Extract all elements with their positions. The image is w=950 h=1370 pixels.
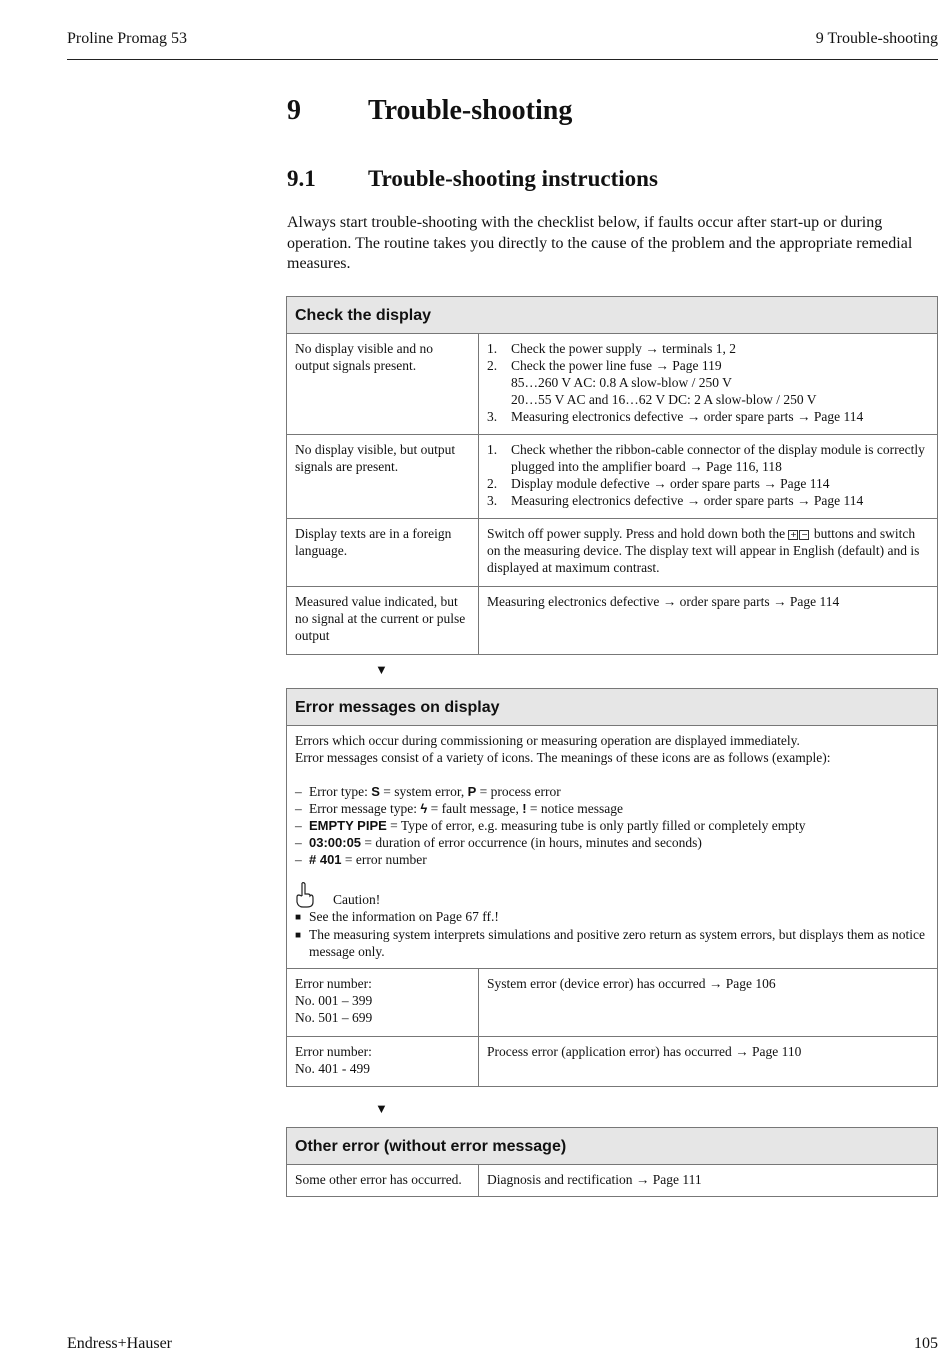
list-item: ■ See the information on Page 67 ff.! — [295, 909, 499, 924]
list-item: – # 401 = error number — [295, 852, 427, 867]
page-number: 105 — [914, 1335, 938, 1352]
flow-arrow-down-icon: ▼ — [375, 1101, 388, 1116]
list-item: – EMPTY PIPE = Type of error, e.g. measuring tube is only partly filled or completely empty — [295, 818, 806, 833]
running-header-left: Proline Promag 53 — [67, 30, 187, 47]
list-item: – 03:00:05 = duration of error occurrence (in hours, minutes and seconds) — [295, 835, 702, 850]
list-item: ■ The measuring system interprets simulations and positive zero return as system errors, but displays them as notice message only. — [295, 927, 925, 959]
pointing-hand-icon — [295, 882, 315, 908]
footer-company: Endress+Hauser — [67, 1335, 172, 1352]
remedy-cell: Diagnosis and rectification → Page 111 — [479, 1165, 938, 1197]
table-row — [287, 519, 938, 587]
table-row — [287, 334, 938, 435]
error-number-cell: Error number: No. 401 - 499 — [287, 1037, 479, 1087]
symptom-cell: No display visible and no output signals present. — [287, 334, 479, 435]
remedy-cell: Measuring electronics defective → order spare parts → Page 114 — [479, 587, 938, 655]
other-error-table — [286, 1127, 938, 1197]
remedy-cell — [479, 334, 938, 435]
list-item: 2. Display module defective → order spare parts → Page 114 — [487, 476, 830, 491]
other-error-title: Other error (without error message) — [287, 1128, 938, 1165]
table-row — [287, 1165, 938, 1197]
list-item: – Error message type: ϟ = fault message, ! = notice message — [295, 801, 624, 816]
running-header-right: 9 Trouble-shooting — [815, 30, 938, 47]
caution-block — [295, 882, 929, 908]
symptom-cell: Measured value indicated, but no signal at the current or pulse output — [287, 587, 479, 655]
remedy-cell — [479, 435, 938, 519]
fault-lightning-icon: ϟ — [420, 801, 428, 816]
error-messages-table — [286, 688, 938, 1087]
flow-arrow-down-icon: ▼ — [375, 662, 388, 677]
error-number-cell: Error number: No. 001 – 399 No. 501 – 699 — [287, 969, 479, 1037]
plus-key-icon: + — [790, 530, 797, 539]
list-item: – Error type: S = system error, P = process error — [295, 784, 561, 799]
list-item: 1. Check the power supply → terminals 1, 2 — [487, 341, 736, 356]
list-item: 85…260 V AC: 0.8 A slow-blow / 250 V — [511, 375, 732, 390]
check-display-table — [286, 296, 938, 655]
error-messages-description: Errors which occur during commissioning or measuring operation are displayed immediately. Error messages consist of a variety of icons. The meanings of these icons are as follows (example): – Error type: S = system error, P = process error – Error message type: ϟ = fault message, ! = notice message – EMPTY PIPE = Type of error, e.g. measuring tube is only partly filled or completely empty – 03:00:05 = duration of error occurrence (in hours, minutes and seconds) – # 401 = error number Caution! ■ See the information on Page 67 ff.! ■ The measuring system interprets simulations and positive zero return as system errors, but displays them as notice message only. — [287, 726, 938, 969]
intro-paragraph: Always start trouble-shooting with the checklist below, if faults occur after start-up or during operation. The routine takes you directly to the cause of the problem and the appropriate remedial measures. — [287, 214, 913, 272]
remedy-cell: Switch off power supply. Press and hold down both the + − buttons and switch on the measuring device. The display text will appear in English (default) and is displayed at maximum contrast. — [479, 519, 938, 587]
section-title: Trouble-shooting instructions — [368, 166, 658, 191]
remedy-cell: System error (device error) has occurred → Page 106 — [479, 969, 938, 1037]
table-row — [287, 969, 938, 1037]
table-row — [287, 435, 938, 519]
list-item: 3. Measuring electronics defective → order spare parts → Page 114 — [487, 409, 864, 424]
section-heading — [287, 166, 658, 192]
caution-label: Caution! — [333, 892, 381, 907]
chapter-heading — [287, 95, 572, 127]
list-item: 20…55 V AC and 16…62 V DC: 2 A slow-blow / 250 V — [511, 392, 817, 407]
chapter-title: Trouble-shooting — [368, 95, 573, 126]
error-messages-title: Error messages on display — [287, 689, 938, 726]
symptom-cell: Display texts are in a foreign language. — [287, 519, 479, 587]
check-display-title: Check the display — [287, 297, 938, 334]
table-row — [287, 587, 938, 655]
chapter-number: 9 — [287, 95, 301, 126]
remedy-cell: Process error (application error) has occurred → Page 110 — [479, 1037, 938, 1087]
list-item: 1. Check whether the ribbon-cable connector of the display module is correctly plugged into the amplifier board → Page 116, 118 — [487, 442, 925, 474]
list-item: 2. Check the power line fuse → Page 119 — [487, 358, 722, 373]
header-rule — [67, 59, 938, 60]
symptom-cell: No display visible, but output signals are present. — [287, 435, 479, 519]
symptom-cell: Some other error has occurred. — [287, 1165, 479, 1197]
list-item: 3. Measuring electronics defective → order spare parts → Page 114 — [487, 493, 864, 508]
minus-key-icon: − — [801, 530, 808, 539]
section-number: 9.1 — [287, 166, 316, 191]
table-row — [287, 1037, 938, 1087]
